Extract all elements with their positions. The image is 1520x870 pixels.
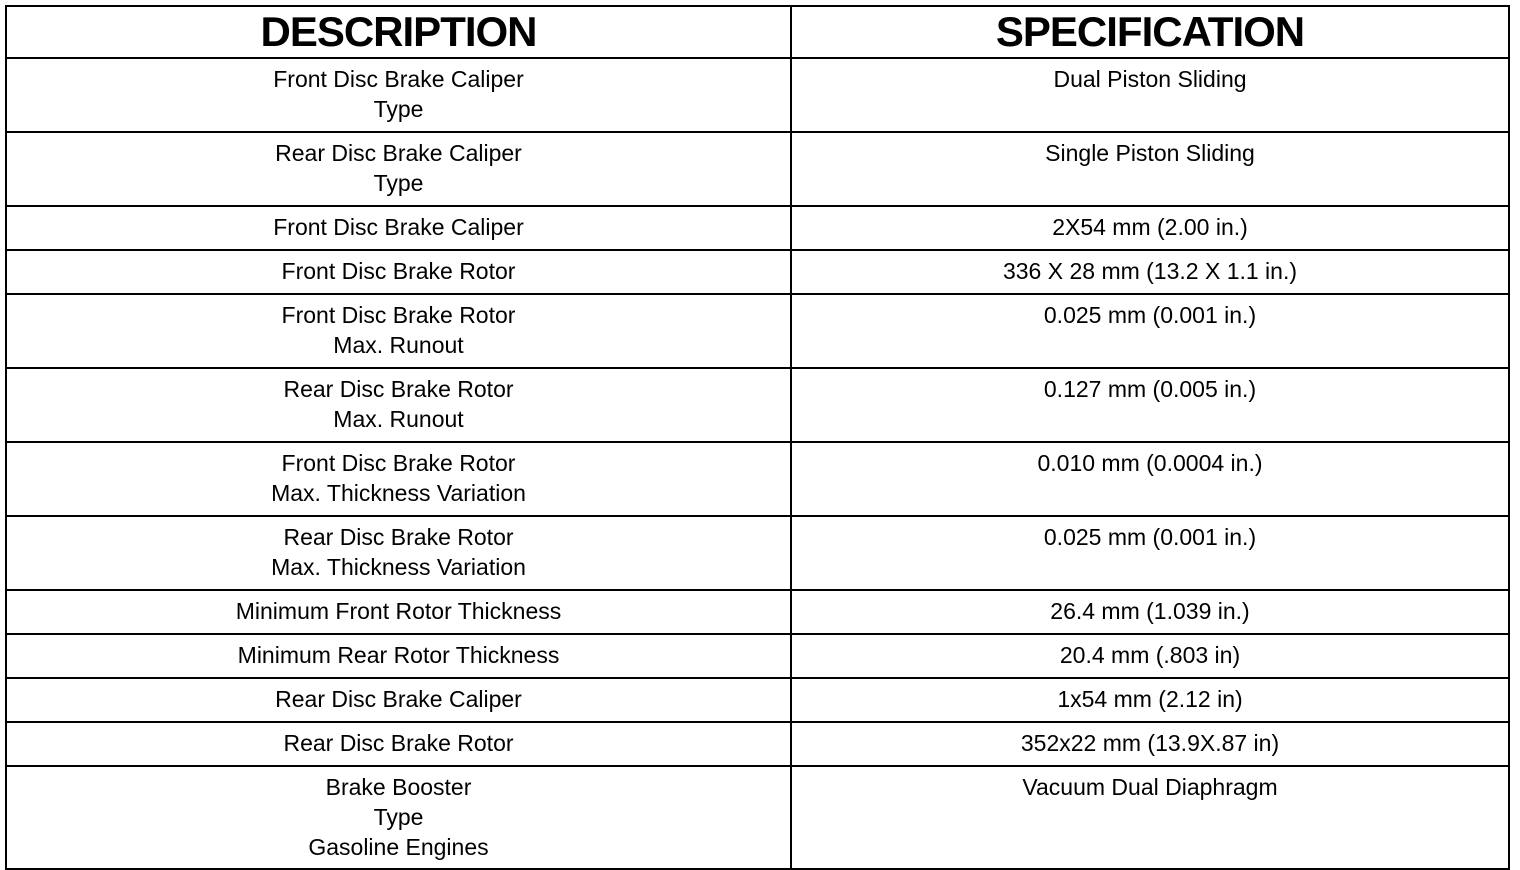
table-row [6,58,1509,132]
description-line: Max. Runout [333,332,464,358]
specification-cell: 352x22 mm (13.9X.87 in) [791,722,1509,766]
specification-cell: Dual Piston Sliding [791,58,1509,132]
table-row [6,132,1509,206]
description-cell [6,368,791,442]
description-line: Rear Disc Brake Rotor [283,730,514,756]
specification-cell: 2X54 mm (2.00 in.) [791,206,1509,250]
description-cell [6,590,791,634]
table-row [6,516,1509,590]
description-line: Front Disc Brake Rotor [281,450,516,476]
specification-cell: 1x54 mm (2.12 in) [791,678,1509,722]
description-line: Max. Runout [333,406,464,432]
specification-cell: 26.4 mm (1.039 in.) [791,590,1509,634]
description-line: Rear Disc Brake Rotor [283,524,514,550]
specification-cell: 0.127 mm (0.005 in.) [791,368,1509,442]
description-line: Type [373,96,424,122]
description-line: Max. Thickness Variation [271,480,526,506]
table-row [6,678,1509,722]
specification-cell: 336 X 28 mm (13.2 X 1.1 in.) [791,250,1509,294]
table-row [6,442,1509,516]
table-row [6,634,1509,678]
description-line: Minimum Front Rotor Thickness [235,598,562,624]
description-line: Rear Disc Brake Caliper [275,686,522,712]
description-cell [6,678,791,722]
description-column-header: DESCRIPTION [6,6,791,58]
table-row [6,766,1509,869]
table-body [6,58,1509,869]
description-line: Rear Disc Brake Rotor [283,376,514,402]
table-header-row [6,6,1509,58]
description-line: Rear Disc Brake Caliper [275,140,522,166]
description-cell [6,634,791,678]
description-cell [6,294,791,368]
description-cell [6,250,791,294]
description-line: Front Disc Brake Caliper [273,214,524,240]
table-row [6,206,1509,250]
specification-cell: 0.010 mm (0.0004 in.) [791,442,1509,516]
description-line: Front Disc Brake Caliper [273,66,524,92]
specification-cell: Vacuum Dual Diaphragm [791,766,1509,869]
description-line: Brake Booster [325,774,472,800]
description-cell [6,58,791,132]
table-row [6,250,1509,294]
table-row [6,590,1509,634]
description-cell [6,442,791,516]
table-row [6,294,1509,368]
description-line: Gasoline Engines [308,834,489,860]
brake-spec-table [5,5,1510,870]
table-row [6,722,1509,766]
description-cell [6,132,791,206]
description-line: Minimum Rear Rotor Thickness [237,642,560,668]
specification-cell: 0.025 mm (0.001 in.) [791,294,1509,368]
description-line: Front Disc Brake Rotor [281,258,516,284]
description-line: Front Disc Brake Rotor [281,302,516,328]
specification-cell: Single Piston Sliding [791,132,1509,206]
specification-column-header: SPECIFICATION [791,6,1509,58]
description-cell [6,766,791,869]
specification-cell: 0.025 mm (0.001 in.) [791,516,1509,590]
description-cell [6,722,791,766]
table-row [6,368,1509,442]
description-line: Type [373,170,424,196]
description-cell [6,206,791,250]
specification-cell: 20.4 mm (.803 in) [791,634,1509,678]
description-cell [6,516,791,590]
description-line: Type [373,804,424,830]
description-line: Max. Thickness Variation [271,554,526,580]
